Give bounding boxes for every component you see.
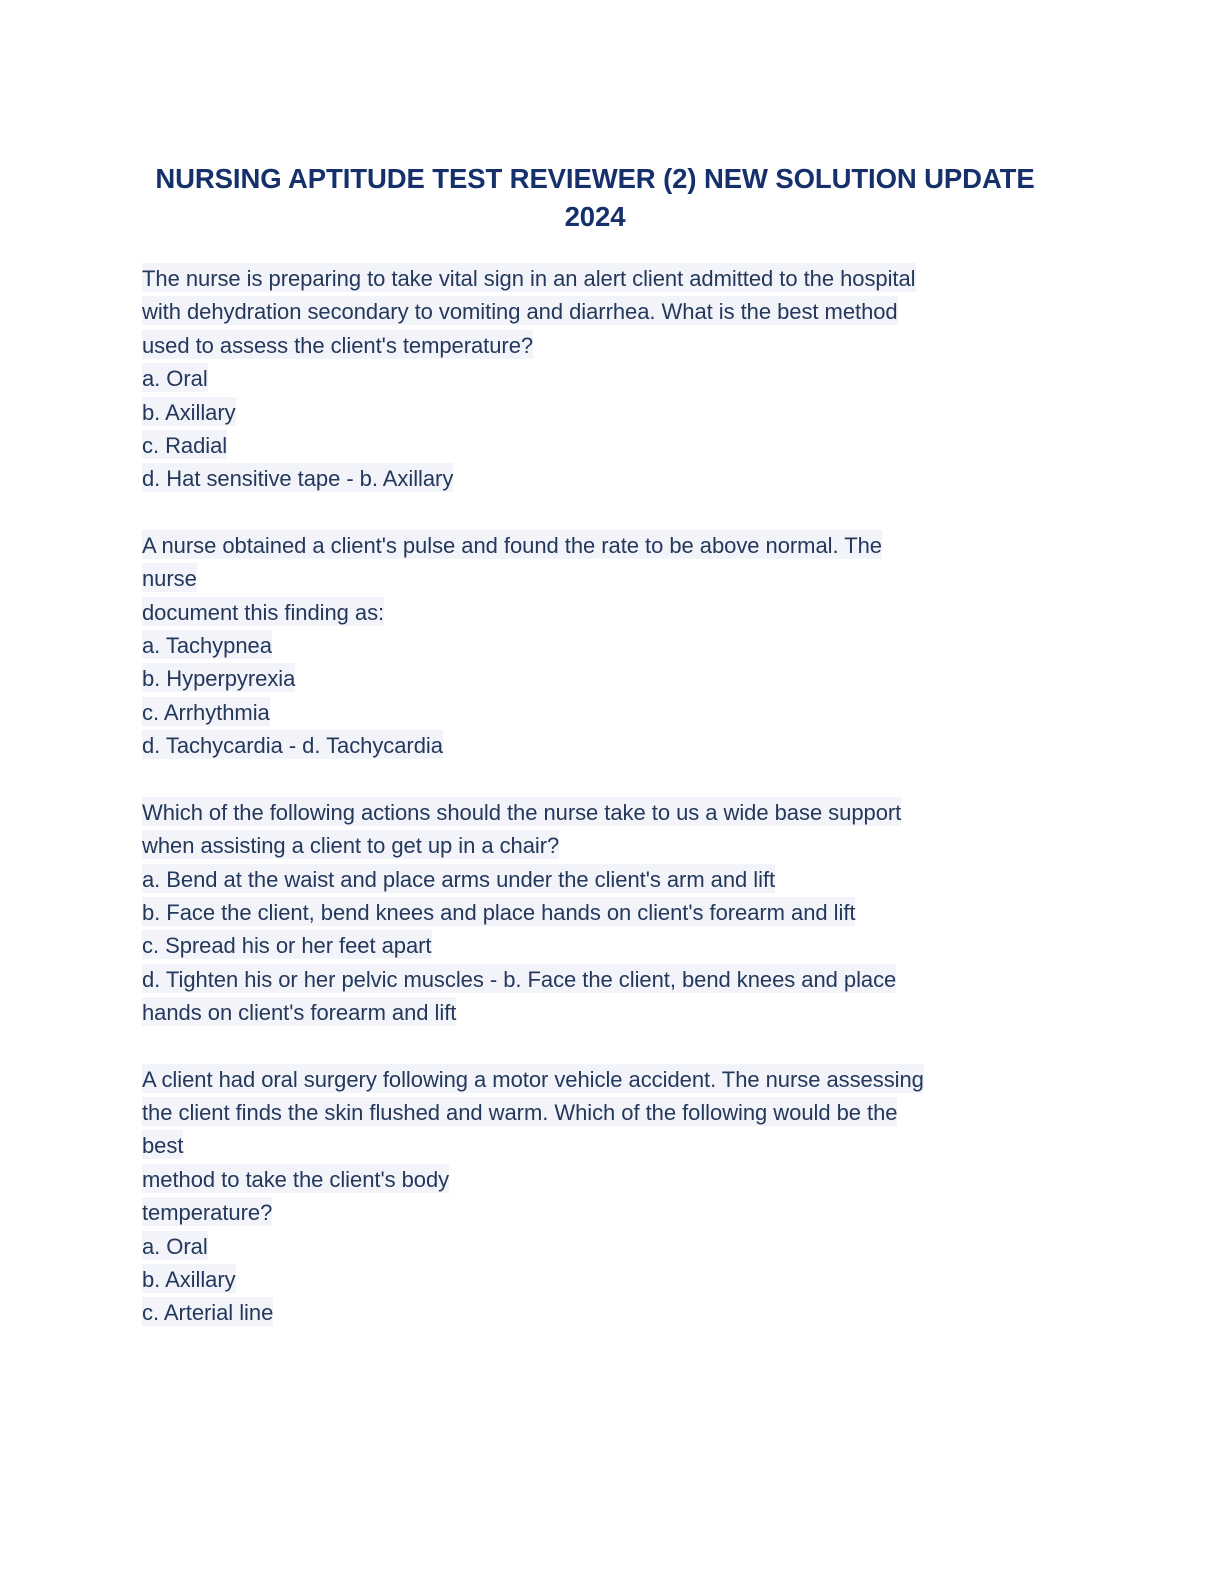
highlight-span: d. Tighten his or her pelvic muscles - b. Face the client, bend knees and place: [142, 964, 896, 993]
question-block-2: [142, 529, 1050, 763]
question-block-1: [142, 262, 1050, 496]
text-line: [142, 829, 1050, 862]
text-line: [142, 929, 1050, 962]
text-line: [142, 562, 1050, 595]
document-body: [142, 262, 1050, 1330]
text-line: [142, 596, 1050, 629]
highlight-span: with dehydration secondary to vomiting and diarrhea. What is the best method: [142, 296, 898, 325]
text-line: [142, 262, 1050, 295]
highlight-span: d. Hat sensitive tape - b. Axillary: [142, 463, 453, 492]
highlight-span: A nurse obtained a client's pulse and found the rate to be above normal. The: [142, 530, 882, 559]
highlight-span: c. Arterial line: [142, 1297, 273, 1326]
highlight-span: d. Tachycardia - d. Tachycardia: [142, 730, 443, 759]
text-line: [142, 629, 1050, 662]
text-line: [142, 396, 1050, 429]
text-line: [142, 295, 1050, 328]
text-line: [142, 662, 1050, 695]
question-block-4: [142, 1063, 1050, 1330]
text-line: [142, 963, 1050, 996]
highlight-span: a. Oral: [142, 1231, 208, 1260]
text-line: [142, 462, 1050, 495]
text-line: [142, 729, 1050, 762]
highlight-span: A client had oral surgery following a motor vehicle accident. The nurse assessing: [142, 1064, 924, 1093]
highlight-span: a. Tachypnea: [142, 630, 272, 659]
highlight-span: c. Spread his or her feet apart: [142, 930, 432, 959]
text-line: [142, 863, 1050, 896]
highlight-span: The nurse is preparing to take vital sign in an alert client admitted to the hospital: [142, 263, 916, 292]
text-line: [142, 996, 1050, 1029]
highlight-span: nurse: [142, 563, 197, 592]
highlight-span: b. Axillary: [142, 397, 236, 426]
text-line: [142, 796, 1050, 829]
text-line: [142, 529, 1050, 562]
text-line: [142, 429, 1050, 462]
text-line: [142, 1096, 1050, 1129]
text-line: [142, 1263, 1050, 1296]
highlight-span: temperature?: [142, 1197, 272, 1226]
highlight-span: method to take the client's body: [142, 1164, 449, 1193]
highlight-span: when assisting a client to get up in a chair?: [142, 830, 559, 859]
text-line: [142, 1129, 1050, 1162]
text-line: [142, 1163, 1050, 1196]
highlight-span: used to assess the client's temperature?: [142, 330, 533, 359]
highlight-span: document this finding as:: [142, 597, 384, 626]
text-line: [142, 896, 1050, 929]
text-line: [142, 1196, 1050, 1229]
highlight-span: best: [142, 1130, 183, 1159]
text-line: [142, 1296, 1050, 1329]
highlight-span: a. Oral: [142, 363, 208, 392]
highlight-span: b. Axillary: [142, 1264, 236, 1293]
highlight-span: b. Hyperpyrexia: [142, 663, 295, 692]
highlight-span: b. Face the client, bend knees and place hands on client's forearm and lift: [142, 897, 855, 926]
text-line: [142, 362, 1050, 395]
highlight-span: c. Radial: [142, 430, 227, 459]
highlight-span: hands on client's forearm and lift: [142, 997, 456, 1026]
highlight-span: the client finds the skin flushed and warm. Which of the following would be the: [142, 1097, 897, 1126]
text-line: [142, 1230, 1050, 1263]
highlight-span: c. Arrhythmia: [142, 697, 270, 726]
question-block-3: [142, 796, 1050, 1030]
highlight-span: a. Bend at the waist and place arms under the client's arm and lift: [142, 864, 775, 893]
text-line: [142, 1063, 1050, 1096]
highlight-span: Which of the following actions should the nurse take to us a wide base support: [142, 797, 901, 826]
text-line: [142, 329, 1050, 362]
page-title: NURSING APTITUDE TEST REVIEWER (2) NEW SOLUTION UPDATE 2024: [155, 163, 1035, 233]
text-line: [142, 696, 1050, 729]
